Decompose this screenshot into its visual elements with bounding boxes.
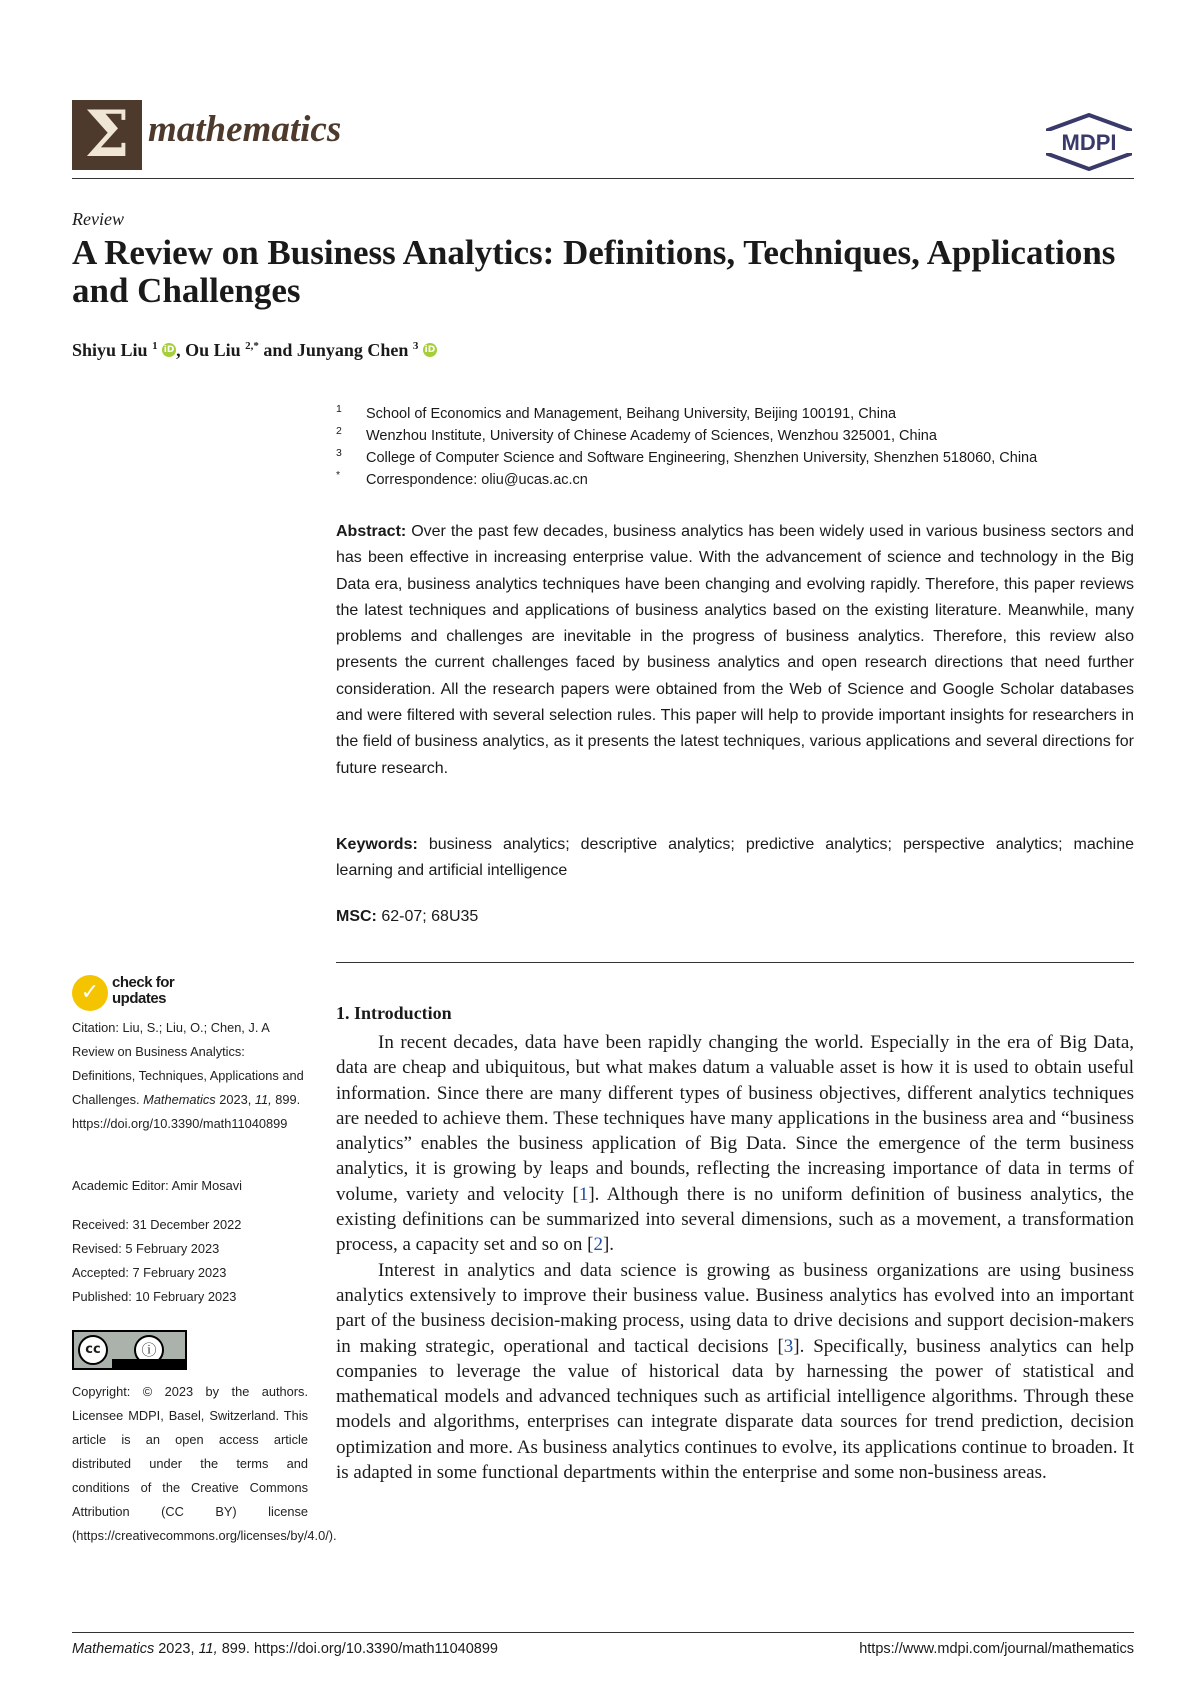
orcid-icon[interactable]: iD	[424, 345, 436, 355]
affiliation-number: 2	[336, 425, 342, 437]
reference-link[interactable]: 2	[593, 1234, 603, 1256]
reference-link[interactable]: 1	[578, 1183, 589, 1205]
affiliation-item	[336, 425, 1136, 450]
copyright-notice: Copyright: © 2023 by the authors. Licensee MDPI, Basel, Switzerland. This article is an open access article distributed under the terms and conditions of the Creative Commons Attribution (CC BY) license (https://creativecommons.org/licenses/by/4.0/).	[72, 1384, 337, 1543]
author-separator: ,	[176, 340, 186, 360]
citation-text: Liu, S.; Liu, O.; Chen, J. A Review on Business Analytics: Definitions, Techniques, Applications and Challenges.	[72, 1020, 304, 1107]
footer-doi-link[interactable]: https://doi.org/10.3390/math11040899	[253, 1641, 498, 1657]
author-separator: and	[258, 340, 297, 360]
date-value: 5 February 2023	[125, 1241, 220, 1256]
msc-codes	[336, 908, 478, 926]
date-value: 10 February 2023	[135, 1289, 237, 1304]
citation-doi-link[interactable]: https://doi.org/10.3390/math11040899	[72, 1116, 288, 1131]
orcid-icon[interactable]: iD	[163, 345, 175, 355]
paragraph	[336, 1258, 1134, 1486]
mdpi-logo[interactable]	[1044, 113, 1134, 171]
date-row	[72, 1213, 308, 1237]
affiliation-number: 3	[336, 447, 342, 459]
affiliation-item	[336, 447, 1136, 472]
author-affil-sup: 3	[412, 340, 419, 352]
attribution-icon: ⓘ	[134, 1335, 164, 1365]
affiliation-text: College of Computer Science and Software Engineering, Shenzhen University, Shenzhen 518060, China	[366, 450, 1038, 466]
cc-by-license-badge[interactable]	[72, 1330, 187, 1370]
paragraph-text: ]. Specifically, business analytics can help companies to leverage the value of historical data by harnessing the power of statistical and mathematical models and advanced techniques such as artificial intelligence algorithms. Through these models and algorithms, enterprises can integrate disparate data sources for trend prediction, decision optimization and more. As business analytics continues to evolve, its applications continue to broaden. It is adapted in some functional departments within the enterprise and some non-business areas.	[336, 1335, 1134, 1484]
sigma-icon: Σ	[84, 97, 130, 172]
paragraph-text: Interest in analytics and data science is growing as business organizations are using business analytics extensively to improve their business value. Business analytics has evolved into an important part of the business decision-making process, using data to drive decisions and support decision-makers in making strategic, operational and tactical decisions [	[336, 1259, 1134, 1357]
journal-logo[interactable]	[72, 97, 142, 172]
header-divider	[72, 178, 1134, 179]
check-icon: ✓	[72, 975, 108, 1011]
footer-journal: Mathematics	[72, 1641, 155, 1657]
footer-volume: 11,	[198, 1641, 218, 1657]
reference-link[interactable]: 3	[783, 1335, 794, 1357]
affiliation-item	[336, 403, 1136, 428]
updates-line: updates	[112, 990, 167, 1007]
citation-label: Citation:	[72, 1020, 119, 1035]
date-label: Accepted:	[72, 1265, 129, 1280]
affiliation-item	[336, 469, 1136, 494]
date-row	[72, 1237, 308, 1261]
footer-pages: 899.	[221, 1641, 250, 1657]
paragraph-text: ]. Although there is no uniform definition of business analytics, the existing definitions can be summarized into several dimensions, such as a movement, a transformation process, a capacity set and so on [	[336, 1183, 1134, 1256]
footer-citation	[72, 1641, 498, 1657]
date-label: Received:	[72, 1217, 129, 1232]
abstract-label: Abstract:	[336, 523, 407, 540]
abstract-divider	[336, 962, 1134, 963]
citation-pages: 899.	[275, 1092, 301, 1107]
affiliation-number: 1	[336, 403, 342, 415]
keywords	[336, 832, 1134, 885]
affiliation-list	[336, 403, 1136, 494]
creative-commons-icon: cc	[78, 1335, 108, 1365]
paragraph-text: ].	[602, 1234, 615, 1256]
affiliation-text: Wenzhou Institute, University of Chinese Academy of Sciences, Wenzhou 325001, China	[366, 428, 937, 444]
date-value: 7 February 2023	[132, 1265, 227, 1280]
mdpi-logo-text: MDPI	[1061, 130, 1117, 155]
body-text	[336, 1030, 1134, 1485]
date-row	[72, 1285, 308, 1309]
citation-year: 2023,	[219, 1092, 252, 1107]
author-list	[72, 340, 437, 361]
affiliation-text: School of Economics and Management, Beihang University, Beijing 100191, China	[366, 406, 897, 422]
msc-text: 62-07; 68U35	[381, 908, 479, 925]
publication-dates	[72, 1213, 308, 1309]
date-label: Published:	[72, 1289, 132, 1304]
affiliation-number: *	[336, 469, 341, 481]
correspondence-text: Correspondence: oliu@ucas.ac.cn	[366, 472, 588, 488]
date-label: Revised:	[72, 1241, 122, 1256]
author-name[interactable]: Ou Liu	[185, 340, 241, 360]
author-affil-sup: 1	[152, 340, 158, 352]
keywords-text: business analytics; descriptive analytics; predictive analytics; perspective analytics; machine learning and artificial intelligence	[336, 836, 1134, 880]
keywords-label: Keywords:	[336, 836, 418, 853]
author-name[interactable]: Shiyu Liu	[72, 340, 148, 360]
footer-divider	[72, 1632, 1134, 1633]
date-value: 31 December 2022	[132, 1217, 242, 1232]
author-name[interactable]: Junyang Chen	[296, 340, 409, 360]
date-row	[72, 1261, 308, 1285]
abstract-text: Over the past few decades, business analytics has been widely used in various business sectors and has been effective in increasing enterprise value. With the advancement of science and technology in the Big Data era, business analytics techniques have been changing and evolving rapidly. Therefore, this paper reviews the latest techniques and applications of business analytics based on the existing literature. Meanwhile, many problems and challenges are inevitable in the progress of business analytics. Therefore, this review also presents the current challenges faced by business analytics and open research directions that need further consideration. All the research papers were obtained from the Web of Science and Google Scholar databases and were filtered with several selection rules. This paper will help to provide important insights for researchers in the field of business analytics, as it presents the latest techniques, various applications and several directions for future research.	[336, 523, 1134, 777]
footer-year: 2023,	[158, 1641, 195, 1657]
footer-journal-url[interactable]: https://www.mdpi.com/journal/mathematics	[859, 1641, 1134, 1657]
license-bar	[112, 1359, 185, 1368]
section-heading: 1. Introduction	[336, 1003, 452, 1023]
citation-block	[72, 1016, 308, 1136]
citation-volume: 11,	[254, 1092, 272, 1107]
abstract	[336, 519, 1134, 782]
check-for-updates-text	[112, 975, 174, 1007]
msc-label: MSC:	[336, 908, 377, 925]
academic-editor: Academic Editor: Amir Mosavi	[72, 1178, 242, 1193]
paragraph-text: In recent decades, data have been rapidly changing the world. Especially in the era of Big Data, data are cheap and ubiquitous, but what makes datum a valuable asset is how it is used to obtain useful information. Since there are many different types of business objectives, different analytics techniques are needed to achieve them. These techniques have many applications in the business area and “business analytics” enables the business application of Big Data. Since the emergence of the term business analytics, it is growing by leaps and bounds, reflecting the increasing importance of data in terms of volume, variety and velocity [	[336, 1032, 1134, 1205]
updates-line: check for	[112, 974, 175, 991]
article-type: Review	[72, 209, 124, 229]
check-for-updates-badge[interactable]	[72, 975, 272, 1015]
author-affil-sup: 2,*	[245, 340, 259, 352]
article-title: A Review on Business Analytics: Definitions, Techniques, Applications and Challenges	[72, 233, 1116, 310]
journal-name[interactable]: mathematics	[148, 109, 342, 150]
citation-journal: Mathematics	[143, 1092, 216, 1107]
paragraph	[336, 1030, 1134, 1258]
